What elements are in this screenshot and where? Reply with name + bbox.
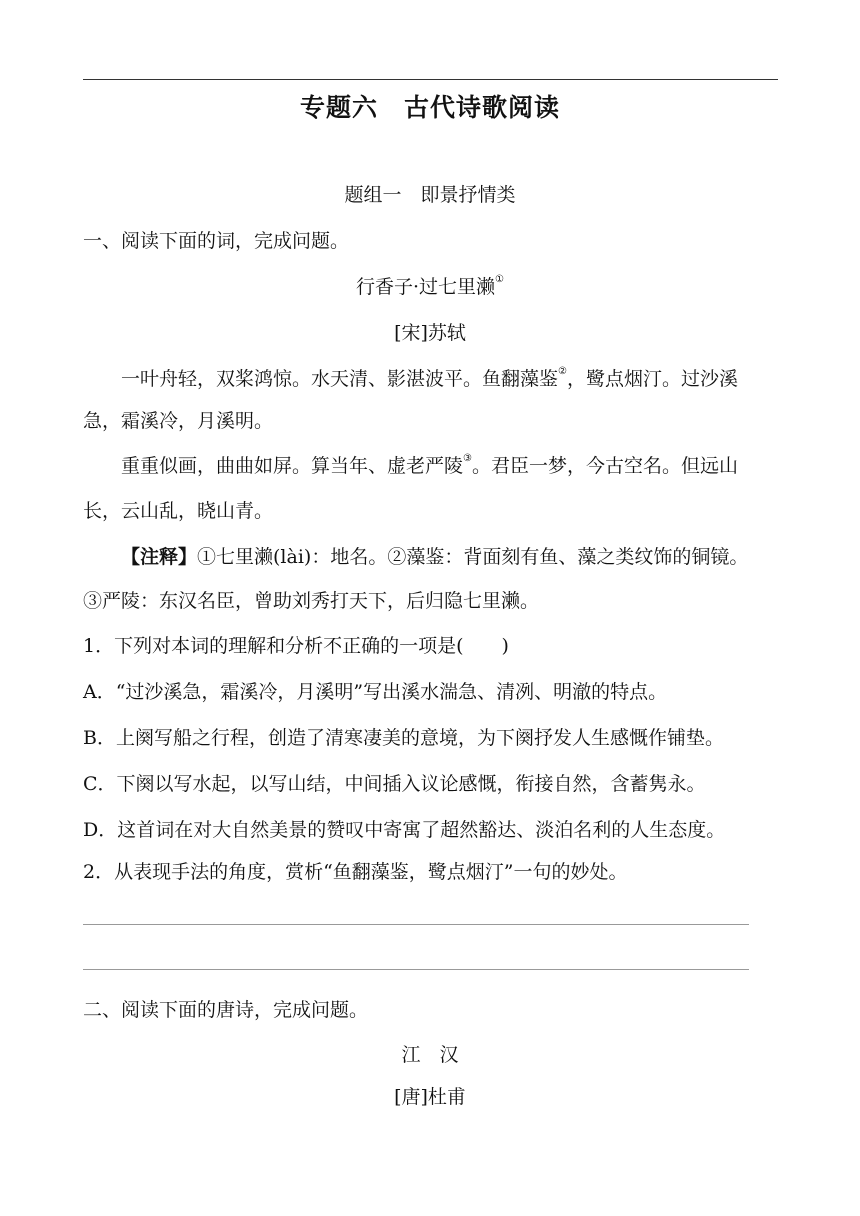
section2-instruction: 二、阅读下面的唐诗，完成问题。 [83, 999, 369, 1021]
option-b: B．上阕写船之行程，创造了清寒凄美的意境，为下阕抒发人生感慨作铺垫。 [83, 727, 724, 749]
stanza2-line1-b: 。君臣一梦，今古空名。但远山 [471, 455, 738, 477]
answer-line-1[interactable] [83, 924, 749, 925]
answer-line-2[interactable] [83, 969, 749, 970]
section1-instruction: 一、阅读下面的词，完成问题。 [83, 230, 350, 252]
stanza1-line1 [121, 367, 738, 391]
poem1-title-note: ① [495, 274, 504, 285]
stanza2-line2: 长，云山乱，晓山青。 [83, 500, 274, 522]
stanza2-line1-a: 重重似画，曲曲如屏。算当年、虚老严陵 [121, 455, 464, 477]
page-title: 专题六 古代诗歌阅读 [299, 93, 560, 122]
poem1-title [0, 275, 860, 299]
stanza1-line2: 急，霜溪冷，月溪明。 [83, 410, 274, 432]
notes-label: 【注释】 [121, 546, 198, 568]
notes-line2: ③严陵：东汉名臣，曾助刘秀打天下，后归隐七里濑。 [83, 590, 540, 612]
poem1-author: [宋]苏轼 [394, 322, 466, 344]
stanza1-note: ② [558, 366, 567, 377]
notes-text1: ①七里濑(lài)：地名。②藻鉴：背面刻有鱼、藻之类纹饰的铜镜。 [197, 546, 749, 568]
option-c: C．下阕以写水起，以写山结，中间插入议论感慨，衔接自然，含蓄隽永。 [83, 773, 706, 795]
group-heading: 题组一 即景抒情类 [344, 184, 516, 206]
option-a: A．“过沙溪急，霜溪冷，月溪明”写出溪水湍急、清冽、明澈的特点。 [83, 681, 668, 703]
stanza1-line1-a: 一叶舟轻，双桨鸿惊。水天清、影湛波平。鱼翻藻鉴 [121, 368, 559, 390]
stanza2-line1 [121, 454, 738, 478]
poem2-author: [唐]杜甫 [394, 1086, 466, 1108]
question-2: 2．从表现手法的角度，赏析“鱼翻藻鉴，鹭点烟汀”一句的妙处。 [83, 861, 628, 883]
poem2-title: 江 汉 [401, 1044, 459, 1066]
stanza2-note: ③ [463, 453, 472, 464]
notes-line1 [121, 545, 748, 569]
poem1-title-text: 行香子·过七里濑 [355, 276, 496, 298]
question-1: 1．下列对本词的理解和分析不正确的一项是( ) [83, 635, 509, 657]
option-d: D．这首词在对大自然美景的赞叹中寄寓了超然豁达、淡泊名利的人生态度。 [83, 819, 726, 841]
top-rule [83, 79, 778, 80]
stanza1-line1-b: ，鹭点烟汀。过沙溪 [566, 368, 738, 390]
